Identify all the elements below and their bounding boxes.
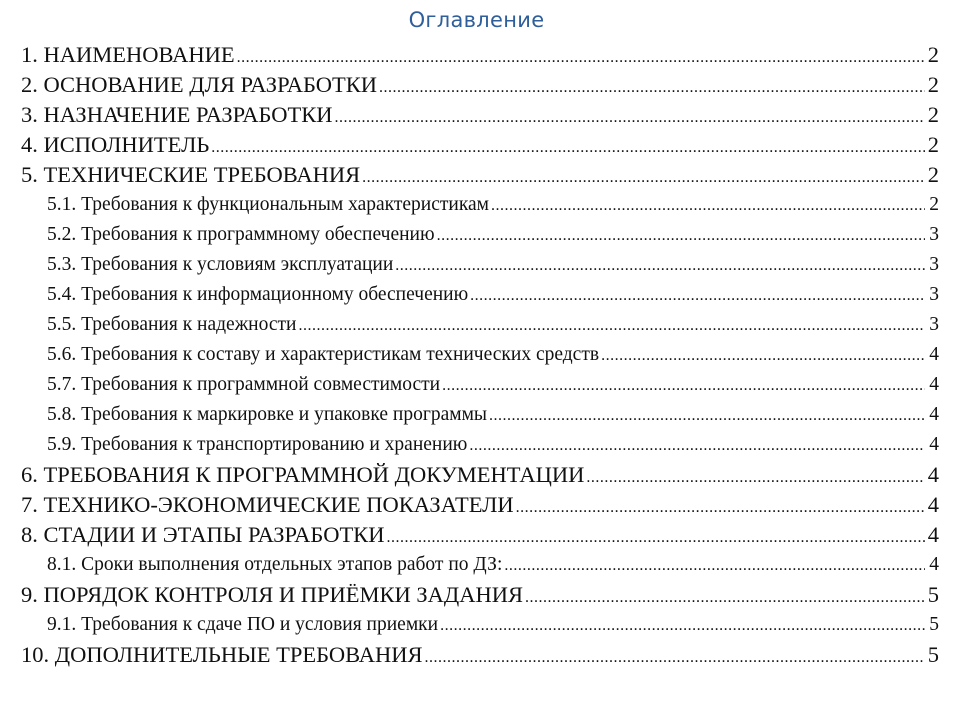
toc-entry-text[interactable]: 7. ТЕХНИКО-ЭКОНОМИЧЕСКИЕ ПОКАЗАТЕЛИ [21,492,514,517]
toc-dot-leader [489,401,925,431]
toc-entry-text[interactable]: 5.4. Требования к информационному обеспечению [47,284,469,305]
toc-entry[interactable] [21,400,939,430]
toc-entry[interactable] [21,370,939,400]
toc-entry-page-number[interactable]: 2 [927,42,939,67]
toc-entry-page-number[interactable]: 3 [929,284,939,305]
toc-entry-text[interactable]: 5.3. Требования к условиям эксплуатации [47,254,394,275]
toc-entry-text[interactable]: 5.9. Требования к транспортированию и хранению [47,434,468,455]
toc-dot-leader [362,163,925,193]
toc-entry-text[interactable]: 8.1. Сроки выполнения отдельных этапов работ по ДЗ: [47,554,503,575]
toc-entry-text[interactable]: 2. ОСНОВАНИЕ ДЛЯ РАЗРАБОТКИ [21,72,377,97]
toc-entry[interactable] [21,220,939,250]
toc-dot-leader [440,611,925,641]
toc-dot-leader [586,463,925,493]
toc-dot-leader [516,493,925,523]
toc-entry-page-number[interactable]: 4 [929,404,939,425]
toc-entry-text[interactable]: 5. ТЕХНИЧЕСКИЕ ТРЕБОВАНИЯ [21,162,361,187]
toc-entry-text[interactable]: 5.6. Требования к составу и характеристикам технических средств [47,344,600,365]
toc-title: Оглавление [408,8,545,32]
toc-dot-leader [525,583,925,613]
toc-entry-text[interactable]: 5.2. Требования к программному обеспечению [47,224,435,245]
toc-entry[interactable] [21,130,939,160]
toc-entry-page-number[interactable]: 3 [929,254,939,275]
toc-dot-leader [335,103,925,133]
toc-entry-text[interactable]: 6. ТРЕБОВАНИЯ К ПРОГРАММНОЙ ДОКУМЕНТАЦИИ [21,462,585,487]
toc-entry-page-number[interactable]: 3 [929,224,939,245]
toc-dot-leader [469,431,925,461]
toc-entry-page-number[interactable]: 2 [927,162,939,187]
toc-entry[interactable] [21,580,939,610]
toc-entry-text[interactable]: 9.1. Требования к сдаче ПО и условия приемки [47,614,439,635]
toc-entry[interactable] [21,460,939,490]
toc-entry[interactable] [21,280,939,310]
toc-dot-leader [379,73,925,103]
toc-dot-leader [601,341,925,371]
toc-dot-leader [504,551,925,581]
toc-entry-page-number[interactable]: 4 [929,554,939,575]
toc-dot-leader [470,281,925,311]
toc-entry-text[interactable]: 5.1. Требования к функциональным характеристикам [47,194,490,215]
toc-dot-leader [237,43,925,73]
toc-entry-text[interactable]: 8. СТАДИИ И ЭТАПЫ РАЗРАБОТКИ [21,522,385,547]
toc-entry[interactable] [21,310,939,340]
toc-entry-text[interactable]: 1. НАИМЕНОВАНИЕ [21,42,235,67]
toc-entry-page-number[interactable]: 4 [927,462,939,487]
toc-entry[interactable] [21,520,939,550]
toc-entry[interactable] [21,70,939,100]
toc-list [21,40,939,670]
toc-dot-leader [211,133,925,163]
toc-entry-page-number[interactable]: 4 [927,522,939,547]
toc-entry[interactable] [21,490,939,520]
toc-entry-page-number[interactable]: 2 [927,132,939,157]
toc-dot-leader [491,191,925,221]
toc-entry[interactable] [21,40,939,70]
toc-entry-text[interactable]: 10. ДОПОЛНИТЕЛЬНЫЕ ТРЕБОВАНИЯ [21,642,423,667]
toc-dot-leader [437,221,925,251]
toc-entry-text[interactable]: 5.5. Требования к надежности [47,314,297,335]
toc-entry[interactable] [21,610,939,640]
toc-entry-page-number[interactable]: 5 [927,642,939,667]
toc-entry-page-number[interactable]: 4 [929,434,939,455]
toc-entry-page-number[interactable]: 2 [927,102,939,127]
toc-entry-page-number[interactable]: 2 [929,194,939,215]
toc-entry[interactable] [21,430,939,460]
toc-dot-leader [395,251,925,281]
toc-dot-leader [442,371,925,401]
toc-entry-text[interactable]: 5.8. Требования к маркировке и упаковке программы [47,404,488,425]
toc-entry-page-number[interactable]: 5 [927,582,939,607]
toc-entry[interactable] [21,100,939,130]
toc-entry-text[interactable]: 4. ИСПОЛНИТЕЛЬ [21,132,210,157]
toc-entry-page-number[interactable]: 5 [929,614,939,635]
toc-entry-page-number[interactable]: 2 [927,72,939,97]
toc-entry[interactable] [21,190,939,220]
toc-entry-text[interactable]: 5.7. Требования к программной совместимости [47,374,441,395]
toc-entry-page-number[interactable]: 4 [927,492,939,517]
toc-dot-leader [386,523,925,553]
toc-entry[interactable] [21,250,939,280]
toc-entry[interactable] [21,640,939,670]
toc-entry-page-number[interactable]: 3 [929,314,939,335]
toc-entry[interactable] [21,160,939,190]
toc-dot-leader [298,311,925,341]
toc-entry[interactable] [21,340,939,370]
toc-entry-page-number[interactable]: 4 [929,374,939,395]
toc-entry-text[interactable]: 9. ПОРЯДОК КОНТРОЛЯ И ПРИЁМКИ ЗАДАНИЯ [21,582,523,607]
toc-dot-leader [424,643,925,673]
toc-entry-page-number[interactable]: 4 [929,344,939,365]
toc-entry[interactable] [21,550,939,580]
toc-entry-text[interactable]: 3. НАЗНАЧЕНИЕ РАЗРАБОТКИ [21,102,333,127]
